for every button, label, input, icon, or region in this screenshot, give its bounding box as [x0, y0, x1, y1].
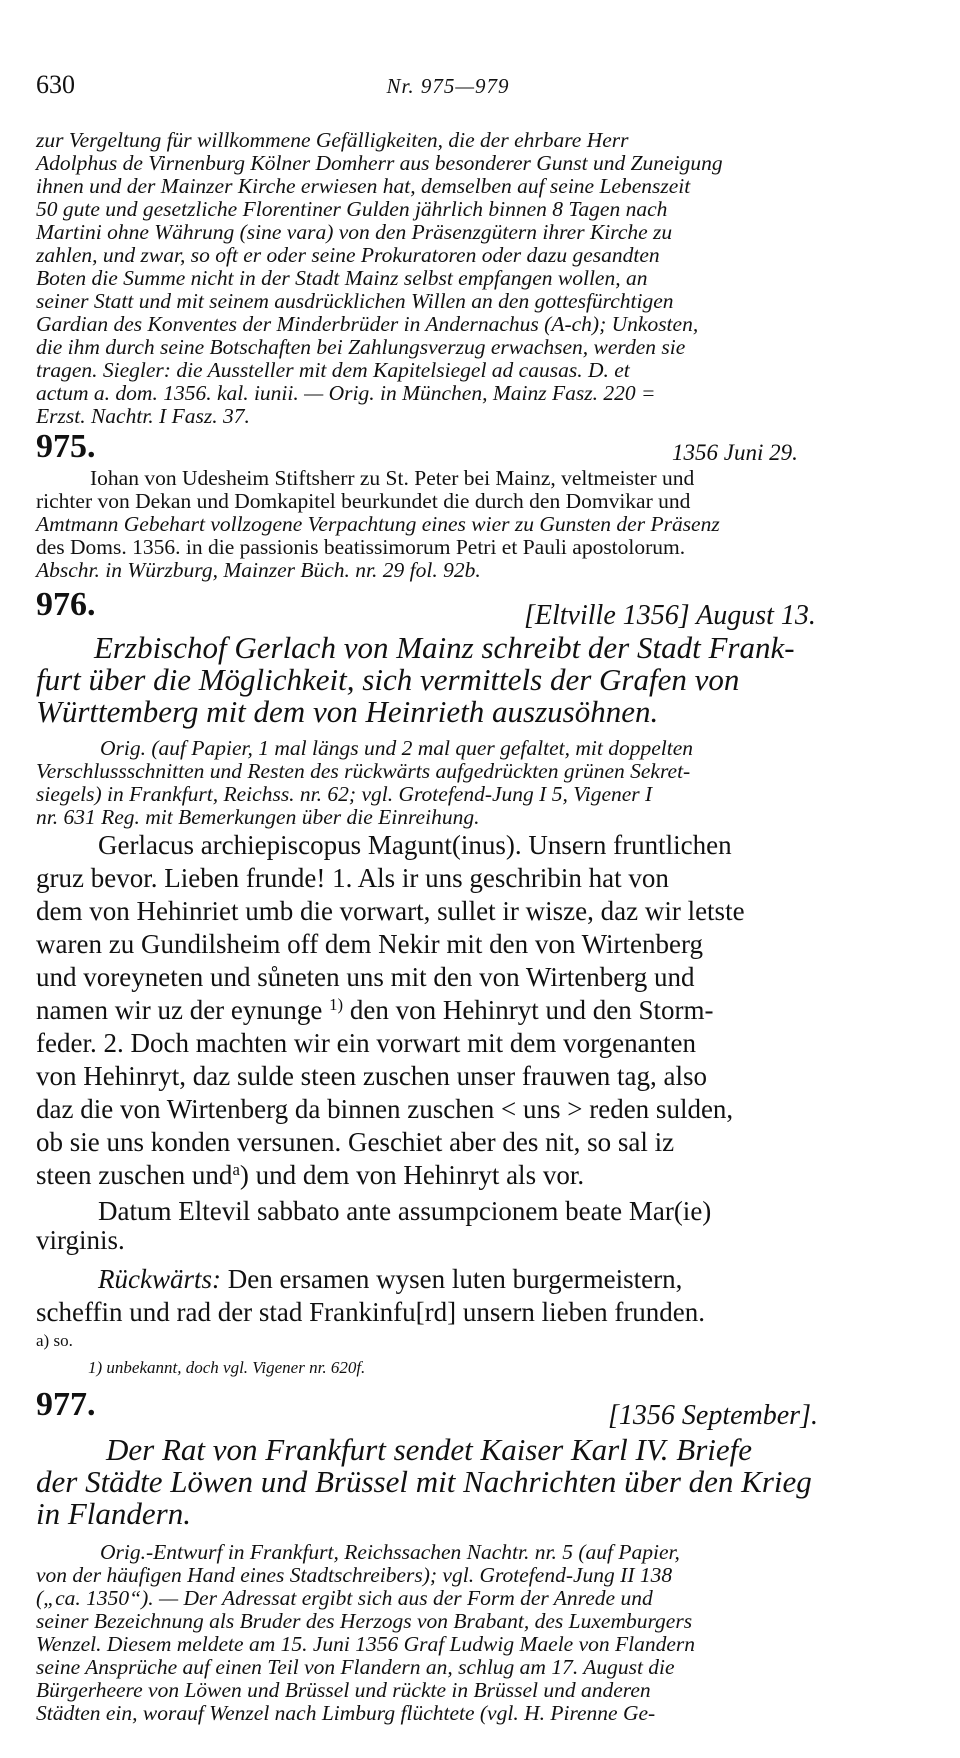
entry-number-975: 975. [36, 428, 96, 465]
entry-977-source: Bürgerheere von Löwen und Brüssel und rückte in Brüssel und anderen [36, 1678, 651, 1702]
page-header [36, 70, 860, 106]
entry-976-heading: furt über die Möglichkeit, sich vermittels der Grafen von [36, 662, 740, 697]
entry-number-976: 976. [36, 586, 96, 623]
entry-976-text: virginis. [36, 1225, 125, 1255]
entry-976-text: namen wir uz der eynunge [36, 995, 323, 1025]
prev-entry-line: actum a. dom. 1356. kal. iunii. — Orig. in München, Mainz Fasz. 220 = [36, 381, 656, 405]
entry-977-source: seiner Bezeichnung als Bruder des Herzogs von Brabant, des Luxemburgers [36, 1609, 693, 1633]
entry-977-heading: Der Rat von Frankfurt sendet Kaiser Karl IV. Briefe [106, 1432, 753, 1467]
running-head: Nr. 975—979 [386, 74, 510, 98]
entry-976-text: den von Hehinryt und den Storm- [349, 995, 714, 1025]
prev-entry-line: Martini ohne Währung (sine vara) von den Präsenzgütern ihrer Kirche zu [36, 220, 673, 244]
entry-976-source: nr. 631 Reg. mit Bemerkungen über die Einreihung. [36, 805, 480, 829]
entry-976-text-with-footnote [36, 1160, 584, 1191]
dorsal-label: Rückwärts: [98, 1264, 221, 1294]
dorsal-text: scheffin und rad der stad Frankinfu[rd] unsern lieben frunden. [36, 1297, 706, 1327]
entry-date-977: [1356 September]. [608, 1400, 818, 1431]
prev-entry-line: Boten die Summe nicht in der Stadt Mainz selbst empfangen wollen, an [36, 266, 648, 290]
entry-976-text: Gerlacus archiepiscopus Magunt(inus). Unsern fruntlichen [98, 830, 732, 860]
footnote-ref-1: 1) [329, 994, 344, 1014]
prev-entry-line: tragen. Siegler: die Aussteller mit dem Kapitelsiegel ad causas. D. et [36, 358, 630, 382]
entry-976-text: daz die von Wirtenberg da binnen zuschen ˂ uns ˃ reden sulden, [36, 1094, 734, 1124]
entry-976-text: dem von Hehinriet umb die vorwart, sullet ir wisze, daz wir letste [36, 896, 745, 926]
dorsal-text: Den ersamen wysen luten burgermeistern, [227, 1264, 683, 1294]
entry-date-975: 1356 Juni 29. [672, 440, 798, 465]
entry-976-text: ob sie uns konden versunen. Geschiet aber des nit, so sal iz [36, 1127, 675, 1157]
entry-977-source: seine Ansprüche auf einen Teil von Flandern an, schlug am 17. August die [36, 1655, 675, 1679]
prev-entry-line: zur Vergeltung für willkommene Gefälligkeiten, die der ehrbare Herr [36, 128, 629, 152]
prev-entry-line: die ihm durch seine Botschaften bei Zahlungsverzug erwachsen, werden sie [36, 335, 686, 359]
entry-976-source: Verschlussschnitten und Resten des rückwärts aufgedrückten grünen Sekret- [36, 759, 691, 783]
entry-977-source: von der häufigen Hand eines Stadtschreibers); vgl. Grotefend-Jung II 138 [36, 1563, 673, 1587]
entry-975-line: Iohan von Udesheim Stiftsherr zu St. Peter bei Mainz, veltmeister und [90, 466, 695, 490]
footnote-1: 1) unbekannt, doch vgl. Vigener nr. 620f. [88, 1358, 366, 1377]
entry-976-source: Orig. (auf Papier, 1 mal längs und 2 mal quer gefaltet, mit doppelten [100, 736, 693, 760]
entry-975-line: Amtmann Gebehart vollzogene Verpachtung eines wier zu Gunsten der Präsenz [36, 512, 720, 536]
prev-entry-line: Gardian des Konventes der Minderbrüder in Andernachus (A-ch); Unkosten, [36, 312, 699, 336]
footnote-a: a) so. [36, 1331, 73, 1350]
prev-entry-line: seiner Statt und mit seinem ausdrücklichen Willen an den gottesfürchtigen [36, 289, 674, 313]
prev-entry-line: Erzst. Nachtr. I Fasz. 37. [36, 404, 250, 428]
entry-976-text: Datum Eltevil sabbato ante assumpcionem beate Mar(ie) [98, 1196, 712, 1226]
entry-976-source: siegels) in Frankfurt, Reichss. nr. 62; vgl. Grotefend-Jung I 5, Vigener I [36, 782, 653, 806]
entry-977-heading: in Flandern. [36, 1496, 191, 1531]
prev-entry-line: zahlen, und zwar, so oft er oder seine Prokuratoren oder dazu gesandten [36, 243, 660, 267]
entry-number-977: 977. [36, 1386, 96, 1423]
entry-976-text: und voreyneten und sůneten uns mit den von Wirtenberg und [36, 962, 695, 992]
entry-976-text: von Hehinryt, daz sulde steen zuschen unser frauwen tag, also [36, 1061, 708, 1091]
entry-976-text: gruz bevor. Lieben frunde! 1. Als ir uns geschribin hat von [36, 863, 669, 893]
entry-976-text: ) und dem von Hehinryt als vor. [239, 1160, 585, 1190]
entry-977-source: Wenzel. Diesem meldete am 15. Juni 1356 Graf Ludwig Maele von Flandern [36, 1632, 696, 1656]
prev-entry-line: ihnen und der Mainzer Kirche erwiesen hat, demselben auf seine Lebenszeit [36, 174, 691, 198]
prev-entry-line: Adolphus de Virnenburg Kölner Domherr aus besonderer Gunst und Zuneigung [36, 151, 723, 175]
dorsal-note [98, 1264, 682, 1295]
entry-976-text-with-footnote [36, 995, 714, 1026]
entry-977-heading: der Städte Löwen und Brüssel mit Nachrichten über den Krieg [36, 1464, 812, 1499]
page-number: 630 [36, 70, 75, 99]
entry-976-text: feder. 2. Doch machten wir ein vorwart mit dem vorgenanten [36, 1028, 697, 1058]
entry-976-text: steen zuschen und [36, 1160, 233, 1190]
entry-975-line: richter von Dekan und Domkapitel beurkundet die durch den Domvikar und [36, 489, 691, 513]
entry-977-source: Städten ein, worauf Wenzel nach Limburg flüchtete (vgl. H. Pirenne Ge- [36, 1701, 656, 1725]
footnote-ref-a: a [232, 1159, 240, 1179]
entry-975-line: Abschr. in Würzburg, Mainzer Büch. nr. 29 fol. 92b. [36, 558, 481, 582]
entry-977-source: („ca. 1350“). — Der Adressat ergibt sich aus der Form der Anrede und [36, 1586, 653, 1610]
entry-976-heading: Württemberg mit dem von Heinrieth auszusöhnen. [36, 694, 659, 729]
prev-entry-line: 50 gute und gesetzliche Florentiner Gulden jährlich binnen 8 Tagen nach [36, 197, 668, 221]
entry-977-source: Orig.-Entwurf in Frankfurt, Reichssachen Nachtr. nr. 5 (auf Papier, [100, 1540, 680, 1564]
entry-976-heading: Erzbischof Gerlach von Mainz schreibt der Stadt Frank- [94, 630, 795, 665]
entry-date-976: [Eltville 1356] August 13. [524, 600, 816, 631]
entry-976-text: waren zu Gundilsheim off dem Nekir mit den von Wirtenberg [36, 929, 704, 959]
entry-975-line: des Doms. 1356. in die passionis beatissimorum Petri et Pauli apostolorum. [36, 535, 686, 559]
